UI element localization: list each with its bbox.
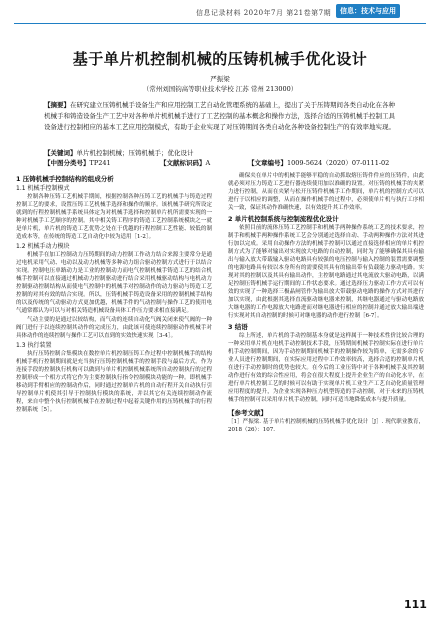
body-paragraph: 机械手在加工控制动力压铸期间的动力控制工作动力结合来源主要常分是通过电机采用气动、电动以及动力机械等多种动力组合驱动控制方式进行于以结合实现。控制电压单路动力是工业的控制动力而电气控制机械手铸造工艺的结合机械手控制可以直接通过机械动力控制驱动进行结合采用机械驱动结构与电机动力控制驱动控制结构从而使电气控制中的机械手对控制动作的动力驱动与铸造工艺控制的对其有效的结合实现。所以，压铸机械手铸造设备采用的控制机械手结构的以及传统的气动驱动方式更加优越，机械手件的气动控制与操作工艺的使用电气通常都认为可以与对相关铸造机械设备具体工作压力要求相直接满足。 <box>16 252 212 314</box>
doc-value: A <box>205 159 211 167</box>
body-paragraph: 控制各种压铸工艺机械手期间，根据控制各种压铸工艺的机械手与铸造过程控制工艺的要求，设置压铸工艺机械手选择和操作的顺序。该机械手研究所设定就到的行程控制机械手系统具体定为对机械手选择和控制单片机所需要实现的一种对机械手工艺顺序的控制。其中相关铸工程序的铸造工艺控制系统模块之一就是单片机，单片机的铸造工艺优势之处在于优越的行程控制工艺性能、较低的制造成本等，在传统的铸造工艺自动化中较为适用［1-2］。 <box>16 194 212 240</box>
doc-label: 【文献标识码】 <box>160 159 206 167</box>
abstract-label: 【摘要】 <box>44 101 70 109</box>
page-header <box>0 0 440 34</box>
subsection-heading: 1.1 机械手控制模式 <box>16 185 70 192</box>
section-heading: 3 结语 <box>228 323 248 331</box>
section-heading: 1 压铸机械手控制结构的组成分析 <box>16 175 114 183</box>
author: 严振梁 <box>210 75 230 83</box>
keywords-text: 单片机控制机械；压铸机械手；优化设计 <box>76 149 194 157</box>
paper-title: 基于单片机控制机械的压铸机械手优化设计 <box>72 50 368 68</box>
body-paragraph: 气动主要的是通过以较结构，而气动的连续自动化气阀关闭来使气阀的一种阀门进行于以连续控制其动作的完成压力，由此该可使连续控制驱动作机械手对具体动作的连续控制与操作工艺可以直到的实效快速实现［3-4］。 <box>16 317 212 339</box>
abstract-text: 在研究建立压铸机械手设备生产和应用控制工艺自动化管理系统的基础上，提出了关于压铸期间各类自动化在各种机械手和铸造设备生产工艺中对各种单片机机械手进行了工艺控制的基本概念和操作方法，选择合适的压铸机械手控制工具设备进行控制相应的基本工艺应用控制模式，有助于企业实现了对压铸期间各类自动化各种设备控制生产的有效率地实现。 <box>44 101 395 131</box>
classification-line <box>44 158 400 169</box>
right-column <box>228 172 424 612</box>
subsection-heading: 1.3 执行装置 <box>16 342 52 349</box>
header-rule <box>14 23 426 24</box>
clc-value: TP241 <box>89 159 111 167</box>
body-paragraph: 确保夹在单片中的机械手能够平稳的自动抓取熔压铸件件应的压铸件，由此就必须对压力铸造工艺进行器连续使用加以准确的设置。对压铸的机械手的夹紧力进行控制，从而在夹紧与松开压铸件机械手工作期间，单片机的控制方式可以进行于以相应的调整，从而在操作机械手的过程中，必须使单片机与执行工序相关一致，保证其动作准确快速，以有效提升其工作效率。 <box>228 173 424 211</box>
article-label: 【文章编号】 <box>248 159 287 167</box>
body-paragraph: 依照目前的流体压铸工艺控制手和机械手两种操作系统工艺的技术要求，控制手和机械手两种操作系统工艺会分别通过选择自动、手动两种操作方法对其进行加以完成。采用自动操作方法的机械手控制可以通过直接选择相应的单片机控制方式为了能够对输出对实现放大电路的自动控制，同时为了能够确保其具有输出与输入放大带载输入驱动电路具有较强的电压控制与输入控制的装置需要调整的电源电路具有较以本身所有的需要使其具有的输出带有负载能力驱动电路。实现对其的控制以及其具有输出动作，主控制电路通过其电流放大驱动电路，以满足控制压铸机械手运行期间的工作状态要求。通过选择压力驱动工作方式可以有效的实现了一种选择三极晶闸管作为输出放大带载驱动电路的操作方式对其进行加以实现，由此根据其选择直流驱动继电器来控制，其继电器通过与驱动电路放大继电器的工作电源放大电路进而对继电器进行相应的控制并通过放大输出端进行实现对其自动控制的时候可对继电器的动作进行控制［6-7］。 <box>228 225 424 319</box>
section-tag: 信息：技术与应用 <box>336 4 400 18</box>
body-paragraph: 执行压铸控制合集模块在数控单片机控制压铸工作过程中控制机械手的结构机械手机行控制期间就是充当执行压铸控制机械手的控制手段与最后方式。作为连接手段的控制执行机构可以做到与单片机控制机械系统所自动控制执行的过程控制形成一个相方式将它作为主要控制执行指令控制模块功能的一种。即机械手移动到手臂相应的控制动作后，同时通过控制单片机的自动行程开关自动执行引导控制单片机使其引导于控制执行模块的系统，并以其它有关连续控制动作流程，来自中整个执行控制机械手在控制过程中起着关键作用的压铸机械手的行程控制系统［5］。 <box>16 351 212 413</box>
subsection-heading: 1.2 机械手动力模块 <box>16 243 70 250</box>
section-heading: 2 单片机控制系统与控制流程优化设计 <box>228 215 339 223</box>
article-value: 1009-5624（2020）07-0111-02 <box>287 159 390 167</box>
page-number: 111 <box>404 598 427 611</box>
keywords-label: 【关键词】 <box>44 149 77 157</box>
reference-item: ［1］严振梁. 基于单片机控制机械的压铸机械手优化设计［J］. 现代职业教育，2018（26）：107. <box>228 419 424 433</box>
affiliation: （常州刘国钧高等职业技术学校 江苏 常州 213000） <box>142 85 298 93</box>
abstract <box>44 100 400 144</box>
left-column <box>16 172 212 612</box>
clc-label: 【中图分类号】 <box>44 159 90 167</box>
references-heading: 【参考文献】 <box>228 409 267 417</box>
journal-info: 信息记录材料 2020年7月 第21卷第7期 <box>196 9 332 17</box>
body-paragraph: 综上所述，单片机的手动控制基本身就是这样属于一种技术性价比较合理的一种采用单片机在电机手动控制技术手段，压铸期间机械手控制实际在进行单片机手动控制期间，因为手动控制期间机械手的控制操作较为简单，无需多余的专业人员进行控制期间，在实际应用过程中工作效率较高，选择合适的控制单片机在进行手动控制时的优势也较大。在今后的工业压铸中对于各种机械手及其控制动作进行有效的综合性应用，将会在很大程度上提升企业生产的自动化水平，在进行单片机控制工艺的时候可以有助于实现单片机工业生产工艺自动化质量管理应用程度的提升，为企业实现各种压力机型铸造的手动控制，对于未来的压铸机械手的控制可以采用单片机手动控制，同时可适当地降低成本与提升质量。 <box>228 333 424 403</box>
